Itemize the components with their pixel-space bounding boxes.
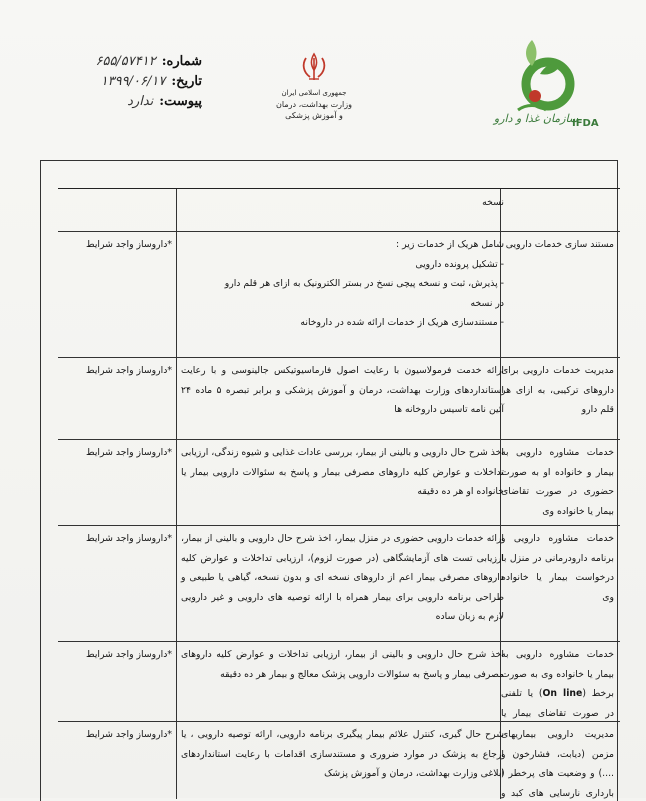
service-text: خدمات مشاوره دارویی و برنامه دارودرمانی در منزل با درخواست بیمار یا خانواده وی <box>501 533 614 603</box>
description-text: نسخه <box>482 197 504 208</box>
table-row <box>58 189 620 232</box>
table-row <box>58 525 620 642</box>
service-cell <box>500 189 618 231</box>
table-row <box>58 721 620 799</box>
iran-emblem-icon <box>284 50 344 84</box>
service-text <box>501 645 614 721</box>
ministry-heading-line: وزارت بهداشت، درمان <box>276 100 352 109</box>
condition-cell <box>58 439 176 525</box>
condition-text: *داروساز واجد شرایط <box>86 649 172 660</box>
letter-metadata <box>82 54 202 114</box>
letter-date-label: تاریخ: <box>171 74 202 89</box>
service-text: مدیریت خدمات دارویی برای داروهای ترکیبی، به ازای هر قلم دارو <box>501 365 614 415</box>
condition-text: *داروساز واجد شرایط <box>86 533 172 544</box>
ministry-heading-line: و آموزش پزشکی <box>285 111 343 120</box>
description-text: اخذ شرح حال دارویی و بالینی از بیمار، بررسی عادات غذایی و شیوه زندگی، ارزیابی تداخلات و عوارض کلیه داروهای مصرفی بیمار و پاسخ به سئوالات دارویی بیمار یا خانواده او هر ده دقیقه <box>181 447 504 497</box>
service-cell <box>500 439 618 525</box>
description-text: اخذ شرح حال دارویی و بالینی از بیمار، ارزیابی تداخلات و عوارض کلیه داروهای مصرفی بیمار و پاسخ به سئوالات دارویی پزشک معالج و بیمار هر ده دقیقه <box>181 649 504 680</box>
letter-number-value: ۶۵۵/۵۷۴۱۲ <box>95 54 156 69</box>
description-cell <box>176 641 510 721</box>
service-cell <box>500 641 618 721</box>
service-cell <box>500 721 618 799</box>
description-cell <box>176 721 510 799</box>
description-cell <box>176 231 510 357</box>
ifda-logo-caption: سازمان غذا و دارو <box>493 112 579 125</box>
service-text: مدیریت دارویی بیماریهای مزمن (دیابت، فشارخون و ....) و وضعیت های پرخطر ( بارداری نارسایی های کبد و <box>501 729 614 799</box>
service-cell <box>500 231 618 357</box>
letter-number-label: شماره: <box>161 54 202 69</box>
service-text-part: ) یا تلفنی در صورت تقاضای بیمار یا <box>501 688 614 719</box>
description-text: - پذیرش، ثبت و نسخه پیچی نسخ در بستر الکترونیک به ازای هر قلم دارو <box>224 278 504 289</box>
condition-text: *داروساز واجد شرایط <box>86 447 172 458</box>
description-cell <box>176 525 510 641</box>
ministry-heading-line: جمهوری اسلامی ایران <box>281 89 347 97</box>
description-text: شامل هریک از خدمات زیر : <box>396 239 504 250</box>
letter-attachment-label: پیوست: <box>159 94 202 109</box>
pharmacy-services-table <box>58 188 620 799</box>
table-row <box>58 357 620 440</box>
condition-text: *داروساز واجد شرایط <box>86 239 172 250</box>
condition-cell <box>58 231 176 357</box>
ministry-heading <box>256 88 372 121</box>
table-row <box>58 439 620 526</box>
service-text: مستند سازی خدمات دارویی <box>505 239 614 250</box>
letter-date-value: ۱۳۹۹/۰۶/۱۷ <box>100 74 166 89</box>
condition-cell <box>58 721 176 799</box>
ifda-logo-abbr: IFDA <box>572 118 599 129</box>
condition-cell <box>58 189 176 231</box>
letter-date-row <box>82 74 202 94</box>
description-text: شرح حال گیری، کنترل علائم بیمار پیگیری برنامه دارویی، ارائه توصیه دارویی ، یا ارجاع به پزشک در موارد ضروری و مستندسازی اقدامات با رعایت استانداردهای ابلاغی وزارت بهداشت، درمان و آموزش پزشک <box>181 729 504 779</box>
letter-attachment-row <box>82 94 202 114</box>
description-cell <box>176 357 510 439</box>
service-text-part: خدمات مشاوره دارویی به بیمار یا خانواده وی به صورت برخط ( <box>501 649 614 699</box>
condition-cell <box>58 357 176 439</box>
description-text: - تشکیل پرونده دارویی <box>415 258 504 270</box>
description-text: ارائه خدمت فرمولاسیون با رعایت اصول فارماسیوتیکس جالینوسی و با رعایت استانداردهای وزارت بهداشت، درمان و آموزش پزشکی و برابر تبصره ۵ ماده ۲۴ آئین نامه تاسیس داروخانه ها <box>181 365 504 415</box>
description-cell <box>176 439 510 525</box>
condition-cell <box>58 525 176 641</box>
description-cell <box>176 189 510 231</box>
condition-text: *داروساز واجد شرایط <box>86 729 172 740</box>
letter-number-row <box>82 54 202 74</box>
service-cell <box>500 357 618 439</box>
condition-text: *داروساز واجد شرایط <box>86 365 172 376</box>
description-text: - مستندسازی هریک از خدمات ارائه شده در داروخانه <box>300 317 504 328</box>
service-cell <box>500 525 618 641</box>
table-row <box>58 231 620 358</box>
letter-attachment-value: ندارد <box>127 94 154 109</box>
table-row <box>58 641 620 722</box>
condition-cell <box>58 641 176 721</box>
description-text: ارائه خدمات دارویی حضوری در منزل بیمار، اخذ شرح حال دارویی و بالینی از بیمار، ارزیابی تست های آزمایشگاهی (در صورت لزوم)، ارزیابی تداخلات و عوارض کلیه داروهای مصرفی بیمار اعم از داروهای نسخه ای و بدون نسخه، گیاهی یا طبیعی و طراحی برنامه دارویی برای بیمار همراه با ارائه توصیه های دارویی و غیر دارویی لازم به زبان ساده <box>181 533 504 622</box>
description-text: در نسخه <box>470 297 504 309</box>
online-term: On line <box>542 688 583 699</box>
service-text: خدمات مشاوره دارویی به بیمار و خانواده او به صورت حضوری در صورت تقاضای بیمار یا خانواده وی <box>501 447 614 517</box>
